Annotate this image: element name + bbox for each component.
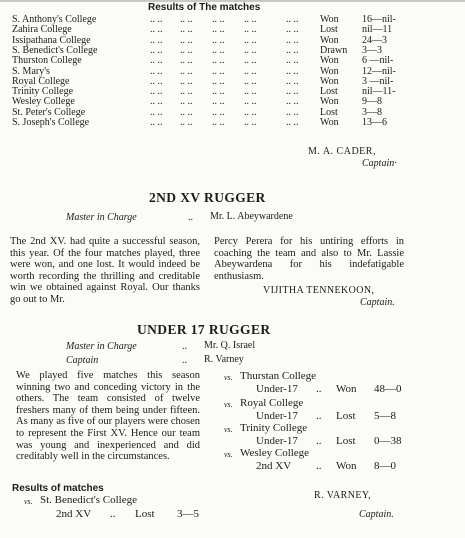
- result-row-score: 3—8: [362, 106, 382, 118]
- result-row-dots: .. ..: [180, 96, 193, 108]
- right-match-sub: Under-17: [256, 383, 298, 395]
- result-row-dots: .. ..: [212, 44, 225, 56]
- under17-signature: R. VARNEY,: [314, 490, 372, 501]
- result-row-dots: .. ..: [244, 106, 257, 118]
- result-row-result: Won: [320, 96, 339, 108]
- right-match-dots: ..: [316, 410, 322, 422]
- right-match-result: Won: [336, 383, 357, 395]
- right-match-sub: Under-17: [256, 410, 298, 422]
- right-match-dots: ..: [316, 460, 322, 472]
- second-xv-paragraph-right: Percy Perera for his untiring efforts in coaching the team and also to Mr. Lassie Abeywardena for his indefatigable enthusiasm.: [214, 236, 404, 282]
- under17-captain-dots: ..: [182, 355, 187, 366]
- result-row-dots: .. ..: [150, 86, 163, 98]
- right-match-team: Thurstan College: [240, 370, 317, 382]
- under17-master-label: Master in Charge: [66, 341, 137, 352]
- result-row-dots: .. ..: [212, 106, 225, 118]
- result-row-dots: .. ..: [286, 117, 299, 128]
- result-row-dots: .. ..: [212, 96, 225, 108]
- result-row-result: Drawn: [320, 44, 348, 56]
- result-row-result: Won: [320, 65, 339, 77]
- right-match-dots: ..: [316, 435, 322, 447]
- left-match-dots: ..: [110, 508, 116, 520]
- second-xv-paragraph-left: The 2nd XV. had quite a successful season, this year. Of the four matches played, three were won, and one lost. It would indeed be worth recording the thrilling and creditable win we obtained against Royal. Our thanks go out to Mr.: [10, 236, 200, 305]
- right-match-score: 0—38: [374, 435, 402, 447]
- result-row-dots: .. ..: [244, 44, 257, 56]
- right-match-vs: vs.: [224, 425, 233, 434]
- right-match-team: Royal College: [240, 397, 304, 409]
- result-row-dots: .. ..: [150, 117, 163, 128]
- result-row-dots: .. ..: [150, 44, 163, 56]
- result-row-team: S. Benedict's College: [12, 44, 98, 56]
- result-row-score: 3 —nil-: [362, 75, 394, 87]
- result-row-dots: .. ..: [180, 24, 193, 36]
- under17-results-heading: Results of matches: [12, 483, 104, 494]
- result-row-dots: .. ..: [150, 106, 163, 118]
- result-row-dots: .. ..: [244, 14, 257, 25]
- result-row-dots: .. ..: [180, 86, 193, 98]
- result-row-dots: .. ..: [244, 86, 257, 98]
- left-match-result: Lost: [135, 508, 155, 520]
- under17-master-name: Mr. Q. Israel: [204, 340, 256, 351]
- under17-master-dots: ..: [182, 341, 187, 352]
- result-row-dots: .. ..: [212, 55, 225, 67]
- result-row-team: Wesley College: [12, 96, 75, 108]
- result-row-dots: .. ..: [286, 34, 299, 46]
- result-row-dots: .. ..: [244, 96, 257, 108]
- result-row-dots: .. ..: [244, 34, 257, 46]
- second-xv-master-dots: ..: [188, 212, 193, 223]
- result-row-team: Issipathana College: [12, 34, 91, 46]
- result-row-score: nil—11: [362, 24, 393, 36]
- right-match-vs: vs.: [224, 450, 233, 459]
- second-xv-role: Captain.: [360, 297, 395, 308]
- result-row-dots: .. ..: [286, 55, 299, 67]
- right-match-result: Lost: [336, 410, 356, 422]
- result-row-dots: .. ..: [244, 24, 257, 36]
- under17-role: Captain.: [359, 509, 394, 520]
- result-row-dots: .. ..: [212, 86, 225, 98]
- result-row-result: Won: [320, 34, 339, 46]
- result-row-team: Thurston College: [12, 55, 82, 67]
- second-xv-master-label: Master in Charge: [66, 212, 137, 223]
- result-row-dots: .. ..: [244, 65, 257, 77]
- results-heading: Results of The matches: [148, 2, 261, 13]
- result-row-dots: .. ..: [212, 117, 225, 128]
- second-xv-master-name: Mr. L. Abeywardene: [210, 211, 293, 222]
- result-row-score: nil—11-: [362, 86, 396, 98]
- result-row-dots: .. ..: [286, 75, 299, 87]
- result-row-team: Royal College: [12, 75, 70, 87]
- result-row-dots: .. ..: [212, 34, 225, 46]
- result-row-team: St. Peter's College: [12, 106, 86, 118]
- result-row-team: Zahira College: [12, 24, 72, 36]
- result-row-dots: .. ..: [150, 24, 163, 36]
- result-row-dots: .. ..: [212, 75, 225, 87]
- right-match-result: Won: [336, 460, 357, 472]
- right-match-vs: vs.: [224, 373, 233, 382]
- result-row-result: Won: [320, 75, 339, 87]
- result-row-dots: .. ..: [150, 75, 163, 87]
- result-row-dots: .. ..: [244, 55, 257, 67]
- result-row-dots: .. ..: [150, 96, 163, 108]
- result-row-score: 13—6: [362, 117, 387, 128]
- results-captain-role: Captain·: [362, 158, 397, 169]
- right-match-sub: Under-17: [256, 435, 298, 447]
- result-row-score: 6 —nil-: [362, 55, 394, 67]
- result-row-result: Lost: [320, 106, 338, 118]
- result-row-dots: .. ..: [150, 34, 163, 46]
- result-row-score: 9—8: [362, 96, 382, 108]
- result-row-result: Won: [320, 14, 339, 25]
- result-row-result: Lost: [320, 24, 338, 36]
- result-row-dots: .. ..: [180, 44, 193, 56]
- second-xv-signature: VIJITHA TENNEKOON,: [263, 285, 375, 296]
- result-row-dots: .. ..: [286, 24, 299, 36]
- result-row-team: S. Mary's: [12, 65, 50, 77]
- result-row-dots: .. ..: [212, 14, 225, 25]
- result-row-dots: .. ..: [286, 86, 299, 98]
- result-row-score: 3—3: [362, 44, 382, 56]
- right-match-dots: ..: [316, 383, 322, 395]
- result-row-result: Won: [320, 55, 339, 67]
- right-match-result: Lost: [336, 435, 356, 447]
- result-row-result: Lost: [320, 86, 338, 98]
- result-row-dots: .. ..: [286, 14, 299, 25]
- under17-paragraph: We played five matches this season winning two and conceding victory in the others. The team consisted of twelve freshers many of them being under fifteen. As many as five of our players were chosen to represent the First XV. Hence our team was young and inexperienced and did creditably well in the circumstances.: [16, 370, 200, 463]
- result-row-dots: .. ..: [286, 96, 299, 108]
- result-row-dots: .. ..: [180, 55, 193, 67]
- result-row-dots: .. ..: [212, 65, 225, 77]
- result-row-dots: .. ..: [244, 75, 257, 87]
- under17-heading: UNDER 17 RUGGER: [137, 322, 271, 337]
- right-match-sub: 2nd XV: [256, 460, 292, 472]
- right-match-team: Trinity College: [240, 422, 308, 434]
- result-row-team: S. Anthony's College: [12, 14, 97, 25]
- result-row-result: Won: [320, 117, 339, 128]
- right-match-vs: vs.: [224, 400, 233, 409]
- left-match-vs: vs.: [24, 497, 33, 506]
- right-match-score: 5—8: [374, 410, 396, 422]
- right-match-score: 48—0: [374, 383, 402, 395]
- result-row-dots: .. ..: [150, 65, 163, 77]
- result-row-dots: .. ..: [286, 44, 299, 56]
- result-row-dots: .. ..: [286, 65, 299, 77]
- result-row-dots: .. ..: [150, 55, 163, 67]
- results-captain-signature: M. A. CADER,: [308, 146, 376, 157]
- result-row-team: Trinity College: [12, 86, 74, 98]
- left-match-team: St. Benedict's College: [40, 494, 137, 506]
- left-match-score: 3—5: [177, 508, 199, 520]
- result-row-score: 24—3: [362, 34, 387, 46]
- result-row-dots: .. ..: [180, 75, 193, 87]
- result-row-score: 16—nil-: [362, 14, 396, 25]
- under17-captain-name: R. Varney: [204, 354, 244, 365]
- right-match-team: Wesley College: [240, 447, 310, 459]
- right-match-score: 8—0: [374, 460, 396, 472]
- result-row-dots: .. ..: [180, 34, 193, 46]
- result-row-dots: .. ..: [180, 106, 193, 118]
- result-row-dots: .. ..: [150, 14, 163, 25]
- result-row-dots: .. ..: [180, 14, 193, 25]
- second-xv-heading: 2ND XV RUGGER: [149, 190, 266, 205]
- result-row-dots: .. ..: [180, 117, 193, 128]
- left-match-sub: 2nd XV: [56, 508, 92, 520]
- result-row-dots: .. ..: [286, 106, 299, 118]
- result-row-team: S. Joseph's College: [12, 117, 90, 128]
- result-row-dots: .. ..: [180, 65, 193, 77]
- under17-captain-label: Captain: [66, 355, 99, 366]
- result-row-dots: .. ..: [244, 117, 257, 128]
- result-row-score: 12—nil-: [362, 65, 396, 77]
- result-row-dots: .. ..: [212, 24, 225, 36]
